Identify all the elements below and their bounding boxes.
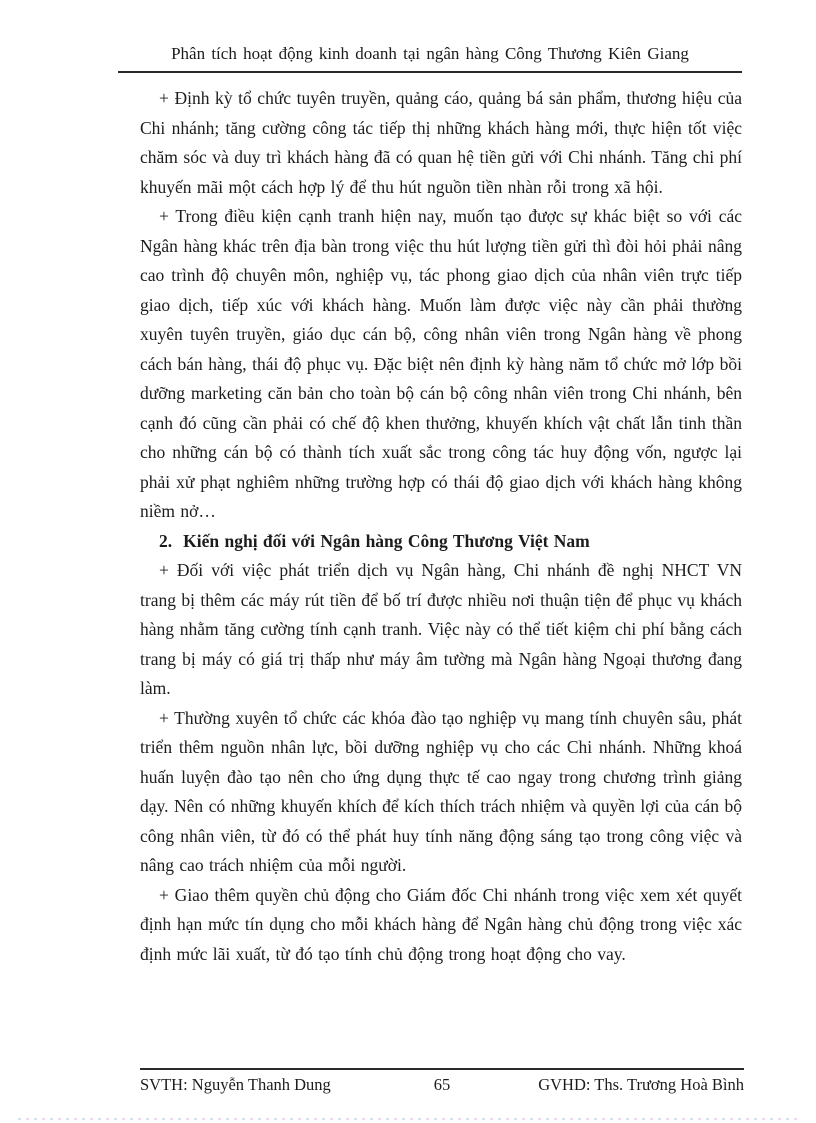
- section-heading-text: Kiến nghị đối với Ngân hàng Công Thương Việt Nam: [183, 530, 590, 551]
- paragraph: + Định kỳ tổ chức tuyên truyền, quảng cáo, quảng bá sản phẩm, thương hiệu của Chi nhánh; tăng cường công tác tiếp thị những khách hàng mới, thực hiện tốt việc chăm sóc và duy trì khách hàng đã có quan hệ tiền gửi với Chi nhánh. Tăng chi phí khuyến mãi một cách hợp lý để thu hút nguồn tiền nhàn rỗi trong xã hội.: [140, 88, 742, 197]
- paragraph: + Trong điều kiện cạnh tranh hiện nay, muốn tạo được sự khác biệt so với các Ngân hàng khác trên địa bàn trong việc thu hút lượng tiền gửi thì đòi hỏi phải nâng cao trình độ chuyên môn, nghiệp vụ, tác phong giao dịch của nhân viên trực tiếp giao dịch, tiếp xúc với khách hàng. Muốn làm được việc này cần phải thường xuyên tuyên truyền, giáo dục cán bộ, công nhân viên trong Ngân hàng về phong cách bán hàng, thái độ phục vụ. Đặc biệt nên định kỳ hàng năm tổ chức mở lớp bồi dưỡng marketing căn bản cho toàn bộ cán bộ công nhân viên trong Chi nhánh, bên cạnh đó cũng cần phải có chế độ khen thưởng, khuyến khích vật chất lẫn tinh thần cho những cán bộ có thành tích xuất sắc trong công tác huy động vốn, ngược lại phải xử phạt nghiêm những trường hợp có thái độ giao dịch với khách hàng không niềm nở…: [140, 206, 742, 521]
- section-heading: [140, 527, 742, 557]
- page-header: [118, 44, 742, 73]
- paragraph: + Giao thêm quyền chủ động cho Giám đốc Chi nhánh trong việc xem xét quyết định hạn mức tín dụng cho mỗi khách hàng để Ngân hàng chủ động trong việc xác định mức lãi xuất, từ đó tạo tính chủ động trong hoạt động cho vay.: [140, 884, 742, 964]
- footer-advisor: GVHD: Ths. Trương Hoà Bình: [538, 1075, 744, 1094]
- paragraph: + Đối với việc phát triển dịch vụ Ngân hàng, Chi nhánh đề nghị NHCT VN trang bị thêm các máy rút tiền để bố trí được nhiều nơi thuận tiện để phục vụ khách hàng nhằm tăng cường tính cạnh tranh. Việc này có thể tiết kiệm chi phí bằng cách trang bị máy có giá trị thấp như máy âm tường mà Ngân hàng Ngoại thương đang làm.: [140, 560, 742, 698]
- scan-artifact-dotted-line: [18, 1118, 798, 1120]
- page-number: 65: [433, 1075, 451, 1094]
- page-body: [140, 84, 742, 969]
- page-footer: [140, 1068, 744, 1095]
- footer-author: SVTH: Nguyễn Thanh Dung: [140, 1075, 331, 1094]
- paragraph: + Thường xuyên tổ chức các khóa đào tạo nghiệp vụ mang tính chuyên sâu, phát triển thêm nguồn nhân lực, bồi dưỡng nghiệp vụ cho các Chi nhánh. Những khoá huấn luyện đào tạo nên cho ứng dụng thực tế cao ngay trong chương trình giảng dạy. Nên có những khuyến khích để kích thích trách nhiệm và quyền lợi của cán bộ công nhân viên, từ đó có thể phát huy tính năng động sáng tạo trong công việc và nâng cao trách nhiệm của mỗi người.: [140, 707, 742, 875]
- running-title: Phân tích hoạt động kinh doanh tại ngân hàng Công Thương Kiên Giang: [171, 44, 689, 63]
- section-heading-number: 2.: [159, 530, 173, 551]
